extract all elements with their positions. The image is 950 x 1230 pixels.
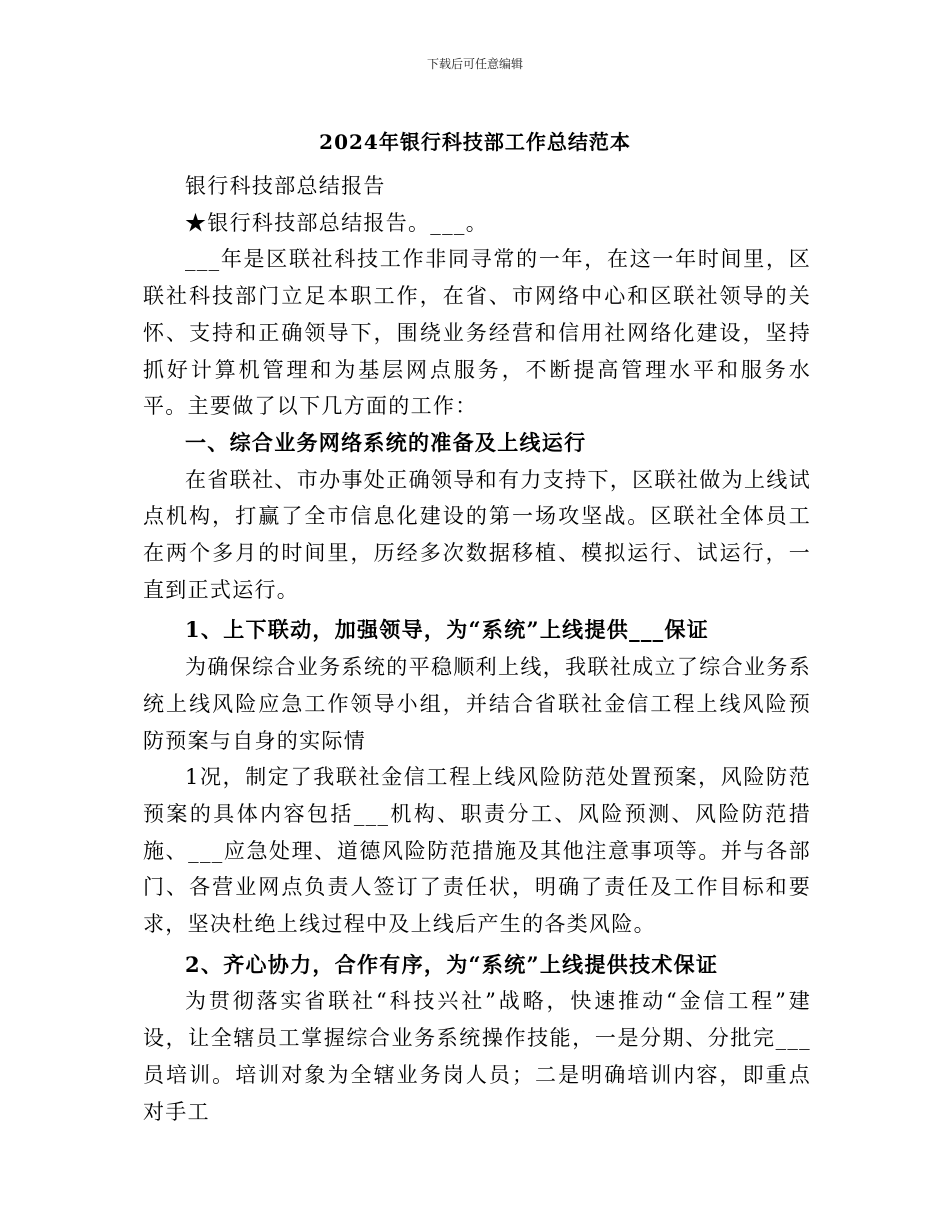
document-body — [143, 168, 811, 1130]
paragraph-section-1: 在省联社、市办事处正确领导和有力支持下，区联社做为上线试点机构，打赢了全市信息化建设的第一场攻坚战。区联社全体员工在两个多月的时间里，历经多次数据移植、模拟运行、试运行，一直到正式运行。 — [143, 467, 811, 602]
document-title: 2024年银行科技部工作总结范本 — [319, 130, 631, 154]
subsection-heading-1: 1、上下联动，加强领导，为“系统”上线提供___保证 — [185, 617, 710, 643]
page-header-note: 下载后可任意编辑 — [426, 57, 523, 71]
paragraph-reference: ★银行科技部总结报告。___。 — [185, 210, 488, 235]
paragraph-intro: ___年是区联社科技工作非同寻常的一年，在这一年时间里，区联社科技部门立足本职工作，在省、市网络中心和区联社领导的关怀、支持和正确领导下，围绕业务经营和信用社网络化建设，坚持抓好计算机管理和为基层网点服务，不断提高管理水平和服务水平。主要做了以下几方面的工作： — [143, 247, 811, 419]
paragraph-subsection-2: 为贯彻落实省联社“科技兴社”战略，快速推动“金信工程”建设，让全辖员工掌握综合业务系统操作技能，一是分期、分批完___员培训。培训对象为全辖业务岗人员；二是明确培训内容，即重点对手工 — [143, 989, 811, 1124]
paragraph-subsection-1a: 为确保综合业务系统的平稳顺利上线，我联社成立了综合业务系统上线风险应急工作领导小组，并结合省联社金信工程上线风险预防预案与自身的实际情 — [143, 655, 811, 753]
paragraph-subsection-1b: 1况，制定了我联社金信工程上线风险防范处置预案，风险防范预案的具体内容包括___机构、职责分工、风险预测、风险防范措施、___应急处理、道德风险防范措施及其他注意事项等。并与各部门、各营业网点负责人签订了责任状，明确了责任及工作目标和要求，坚决杜绝上线过程中及上线后产生的各类风险。 — [143, 765, 811, 937]
paragraph-subtitle: 银行科技部总结报告 — [185, 174, 386, 198]
subsection-heading-2: 2、齐心协力，合作有序，为“系统”上线提供技术保证 — [185, 951, 719, 977]
section-heading-1: 一、综合业务网络系统的准备及上线运行 — [185, 429, 587, 455]
